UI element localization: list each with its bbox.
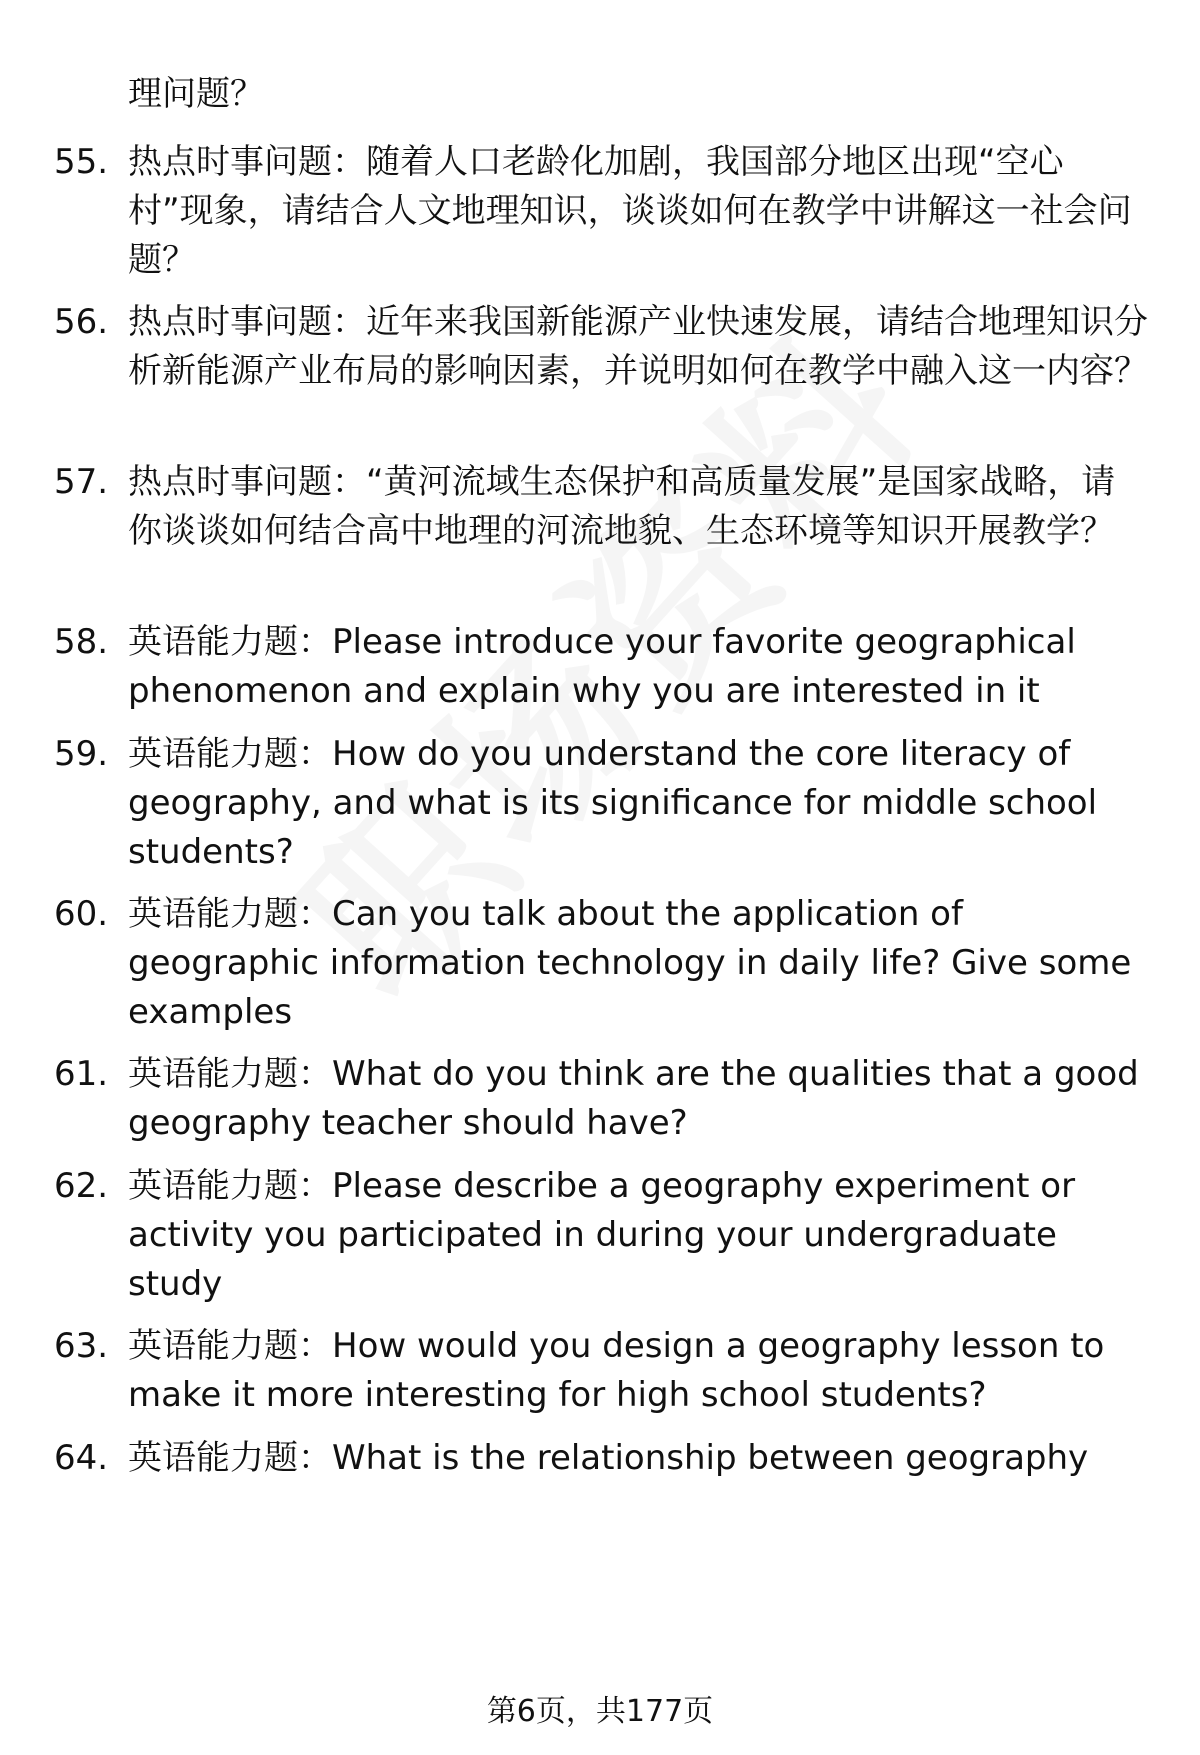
question-number: 59.: [54, 734, 109, 774]
question-number: 62.: [54, 1166, 109, 1206]
question-number: 60.: [54, 894, 109, 934]
question-text: 英语能力题：How do you understand the core literacy of geography, and what is its significance for middle school students?: [128, 734, 1098, 872]
continued-question-text: 理问题？: [128, 74, 264, 114]
question-number: 57.: [54, 462, 109, 502]
question-text: 英语能力题：Can you talk about the application of geographic information technology in daily life? Give some examples: [128, 894, 1132, 1032]
question-text: 英语能力题：Please describe a geography experiment or activity you participated in during your undergraduate study: [128, 1166, 1076, 1304]
question-text: 英语能力题：How would you design a geography lesson to make it more interesting for high school students?: [128, 1326, 1105, 1415]
question-text: 热点时事问题：随着人口老龄化加剧，我国部分地区出现“空心村”现象，请结合人文地理知识，谈谈如何在教学中讲解这一社会问题？: [128, 142, 1132, 280]
question-number: 63.: [54, 1326, 109, 1366]
question-text: 英语能力题：Please introduce your favorite geographical phenomenon and explain why you are interested in it: [128, 622, 1076, 711]
question-text: 英语能力题：What do you think are the qualities that a good geography teacher should have?: [128, 1054, 1139, 1143]
question-text: 热点时事问题：“黄河流域生态保护和高质量发展”是国家战略，请你谈谈如何结合高中地理的河流地貌、生态环境等知识开展教学？: [128, 462, 1116, 551]
page-footer: 第6页，共177页: [486, 1694, 714, 1729]
question-number: 61.: [54, 1054, 109, 1094]
question-number: 55.: [54, 142, 109, 182]
question-text: 英语能力题：What is the relationship between geography: [128, 1438, 1089, 1478]
question-number: 64.: [54, 1438, 109, 1478]
question-text: 热点时事问题：近年来我国新能源产业快速发展，请结合地理知识分析新能源产业布局的影响因素，并说明如何在教学中融入这一内容？: [128, 302, 1148, 391]
question-number: 56.: [54, 302, 109, 342]
question-number: 58.: [54, 622, 109, 662]
